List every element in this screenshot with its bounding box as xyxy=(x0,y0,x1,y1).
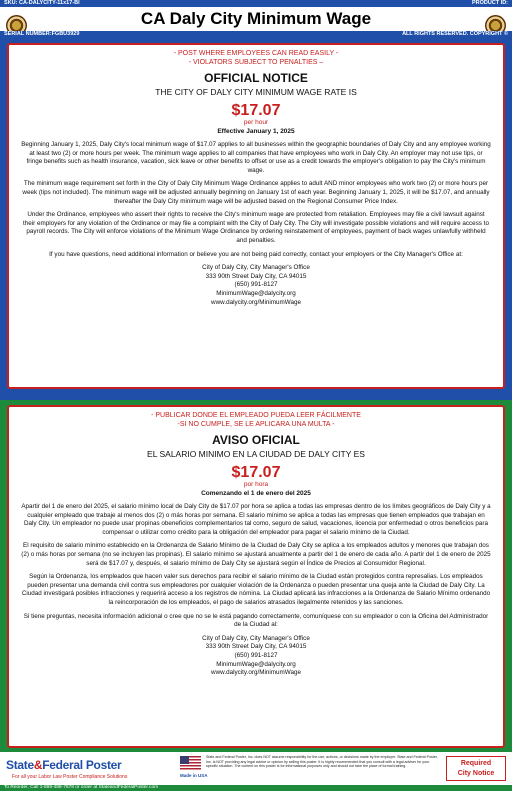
contact-intro: Si tiene preguntas, necesita información adicional o cree que no se le está pagando correctamente, comuníquese con su empleador o con la Oficina del Administrador de la Ciudad al: xyxy=(23,612,489,629)
rate-heading: EL SALARIO MINIMO EN LA CIUDAD DE DALY CITY ES xyxy=(147,449,365,459)
title-bar xyxy=(0,7,512,31)
wage-rate: $17.07 xyxy=(231,102,281,119)
paragraph-adjustment: El requisito de salario mínimo establecido en la Ordenanza de Salario Mínimo de la Ciudad de Daly City se aplica a los empleados adultos y menores que trabajan dos (2) o más horas por semana (no se incluyen las propinas). El salario mínimo se ajustará anualmente a partir del 1 de enero de cada año. A partir del 1 de enero de 2025 será de $17.07 y, después, el salario mínimo de Daly City se ajustará según el Índice de Precios al Consumidor Regional. xyxy=(21,542,491,567)
paragraph-enforcement: Según la Ordenanza, los empleados que hacen valer sus derechos para recibir el salario mínimo de la Ciudad están protegidos contra represalias. Los empleados pueden presentar una demanda civil contra sus empleadores por cualquier violación de la Ordenanza o pueden presentar una queja ante la Ciudad de Daly City. La Ciudad investigará posibles infracciones y requerirá acceso a los registros de nómina. La Ciudad aplicará las infracciones a la Ordenanza de Salario Mínimo ordenando la reincorporación de los empleados, el pago de salarios atrasados ilegalmente retenidos y las sanciones. xyxy=(21,573,491,606)
paragraph-enforcement: Under the Ordinance, employees who assert their rights to receive the City's minimum wage are protected from retaliation. Employees may file a civil lawsuit against their employers for any violation of the Ordinance or may file a complaint with the City of Daly City. The City will investigate possible violations and will require access to payroll records. The City will enforce violations of the Minimum Wage Ordinance by ordering reinstatement of employees, payment of back wages unlawfully withheld and penalties. xyxy=(23,211,489,244)
penalty-warning: -SI NO CUMPLE, SE LE APLICARA UNA MULTA - xyxy=(177,421,335,428)
sku-label: SKU: CA-DALYCITY-11x17-BI xyxy=(4,0,80,6)
effective-date: Effective January 1, 2025 xyxy=(217,128,295,135)
contact-block xyxy=(21,264,491,307)
required-notice-badge xyxy=(446,756,506,781)
product-id-label: PRODUCT ID: xyxy=(471,0,508,6)
penalty-warning: - VIOLATORS SUBJECT TO PENALTIES – xyxy=(188,59,324,66)
wage-rate: $17.07 xyxy=(231,464,281,481)
effective-date: Comenzando el 1 de enero del 2025 xyxy=(201,490,311,497)
paragraph-adjustment: The minimum wage requirement set forth in the City of Daly City Minimum Wage Ordinance applies to adult AND minor employees who work two (2) or more hours per week (tips not included). The minimum wage will be adjusted annually beginning on January 1st of each year. Beginning January 1, 2025, it will be $17.07, and annually thereafter the Daly City minimum wage will be adjusted based on the Regional Consumer Price Index. xyxy=(22,180,490,205)
required-label: Required xyxy=(460,760,492,767)
contact-phone: (650) 991-8127 xyxy=(234,281,278,289)
paragraph-coverage: Beginning January 1, 2025, Daly City's local minimum wage of $17.07 applies to all businesses within the geographic boundaries of Daly City and any employee working at least two (2) or more hours per week. The minimum wage applies to all companies that have employees who work in Daly City. An employer may not use tips, or fringe benefits such as health insurance, vacation, sick leave or other benefits to offset or use as a credit towards the employer's obligation to pay the City's minimum wage. xyxy=(21,141,491,174)
page-title: CA Daly City Minimum Wage xyxy=(140,9,372,28)
made-in-usa-label: Made in USA xyxy=(180,773,208,778)
contact-block xyxy=(21,635,491,678)
brand-part: Federal Poster xyxy=(42,758,122,772)
contact-phone: (650) 991-8127 xyxy=(234,651,278,659)
posting-warning: - POST WHERE EMPLOYEES CAN READ EASILY - xyxy=(173,50,339,57)
posting-warning: - PUBLICAR DONDE EL EMPLEADO PUEDA LEER FÁCILMENTE xyxy=(151,412,361,419)
reorder-bar: To Reorder, Call 1-888-488-7678 or order at StateandFederalPoster.com xyxy=(0,785,512,791)
brand-tagline: For all your Labor Law Poster Compliance Solutions xyxy=(12,774,128,780)
top-meta-bar xyxy=(0,0,512,7)
brand-part: State xyxy=(6,758,34,772)
contact-web: www.dalycity.org/MinimumWage xyxy=(211,669,301,677)
rate-heading: THE CITY OF DALY CITY MINIMUM WAGE RATE IS xyxy=(155,87,357,97)
notice-title: OFFICIAL NOTICE xyxy=(204,71,308,85)
legal-disclaimer: State and Federal Poster, Inc. does NOT assume responsibility for the use, actions, or decisions made by the employer. State and Federal Poster, Inc. is NOT providing any legal advice or opinion by selling this poster. It is highly recommended that you consult with a legal adviser for your specific situation. The content on this poster is for informational purposes only and should not take the place of formal training. xyxy=(206,755,438,769)
us-flag-icon xyxy=(180,756,201,771)
english-notice xyxy=(7,43,505,389)
notice-title: AVISO OFICIAL xyxy=(212,433,300,447)
city-notice-label: City Notice xyxy=(457,770,495,777)
spanish-notice xyxy=(7,405,505,748)
brand-logo xyxy=(6,758,121,772)
contact-intro: If you have questions, need additional information or believe you are not being paid correctly, contact your employers or the City Manager's Office at: xyxy=(49,250,463,258)
copyright-label: ALL RIGHTS RESERVED. COPYRIGHT © xyxy=(402,31,508,37)
paragraph-coverage: Apartir del 1 de enero del 2025, el salario mínimo local de Daly City de $17.07 por hora se aplica a todas las empresas dentro de los límites geográficos de Daly City y a cualquier empleado que trabaje al menos dos (2) o más horas por semana. El salario mínimo se aplica a todas las empresas que tienen empleados que trabajan en Daly City. Un empleador no puede usar propinas obeneficios complementarios tal como, seguro de salud, vacaciones, licencia por enfermedad o otros beneficios para compensar o utilizar como crédito para la obligación del empleador para pagar el salario mínimo de la Ciudad. xyxy=(21,503,491,536)
contact-email: MinimumWage@dalycity.org xyxy=(216,660,296,668)
rate-unit: per hour xyxy=(243,119,269,126)
contact-street: 333 90th Street Daly City, CA 94015 xyxy=(205,272,307,280)
contact-office: City of Daly City, City Manager's Office xyxy=(202,264,310,272)
contact-web: www.dalycity.org/MinimumWage xyxy=(211,298,301,306)
rate-unit: por hora xyxy=(243,481,269,488)
serial-number: SERIAL NUMBER:FGBU3929 xyxy=(4,31,80,37)
brand-ampersand: & xyxy=(33,758,43,772)
contact-email: MinimumWage@dalycity.org xyxy=(216,289,296,297)
footer xyxy=(0,752,512,785)
contact-street: 333 90th Street Daly City, CA 94015 xyxy=(205,643,307,651)
serial-bar xyxy=(0,31,512,38)
contact-office: City of Daly City, City Manager's Office xyxy=(202,634,310,642)
